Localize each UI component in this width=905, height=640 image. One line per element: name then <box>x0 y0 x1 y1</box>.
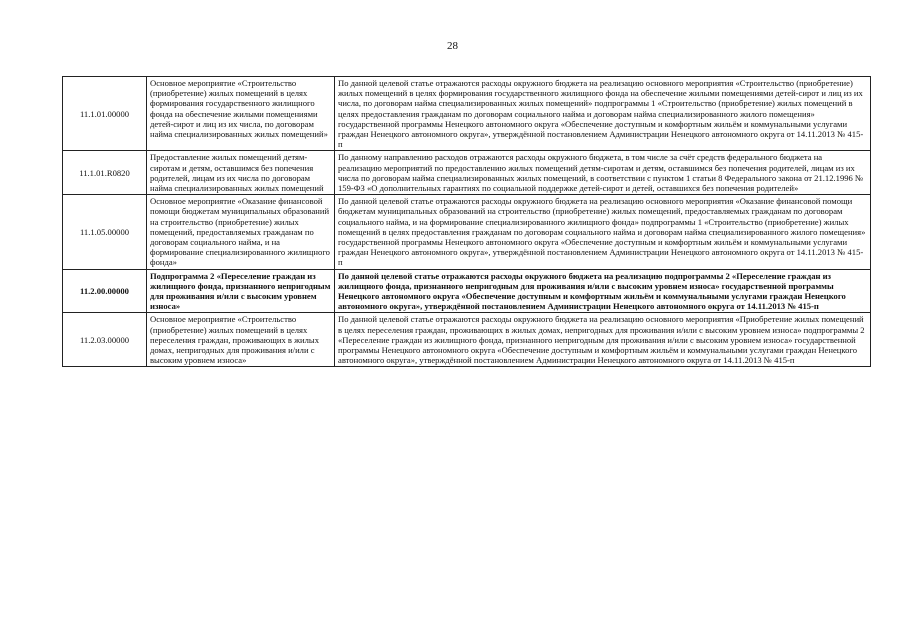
target-article-name: Предоставление жилых помещений детям-сиротам и детям, оставшимся без попечения родителей, лицам из их числа по договорам найма специализированных жилых помещений <box>147 151 335 195</box>
target-article-name: Основное мероприятие «Строительство (приобретение) жилых помещений в целях формирования государственного жилищного фонда на обеспечение жилыми помещениями детей-сирот и лиц из их числа, по договорам найма специализированных жилых помещений» <box>147 77 335 151</box>
target-article-name: Основное мероприятие «Строительство (приобретение) жилых помещений в целях переселения граждан, проживающих в жилых домах, непригодных для проживания и/или с высоким уровнем износа» <box>147 313 335 367</box>
target-article-name: Основное мероприятие «Оказание финансовой помощи бюджетам муниципальных образований на строительство (приобретение) жилых помещений, предоставляемых гражданам по договорам социального найма, и на формирование специализированного жилищного фонда» <box>147 195 335 269</box>
target-article-description: По данной целевой статье отражаются расходы окружного бюджета на реализацию основного мероприятия «Строительство (приобретение) жилых помещений в целях формирования государственного жилищного фонда на обеспечение жилыми помещениями детей-сирот и лиц из их числа, по договорам найма специализированных жилых помещений» подпрограммы 1 «Строительство (приобретение) жилых помещений в целях предоставления гражданам по договорам социального найма и договорам найма специализированного жилого помещения» государственной программы Ненецкого автономного округа «Обеспечение доступным и комфортным жильём и коммунальными услугами граждан Ненецкого автономного округа», утверждённой постановлением Администрации Ненецкого автономного округа от 14.11.2013 № 415-п <box>335 77 871 151</box>
target-article-description: По данной целевой статье отражаются расходы окружного бюджета на реализацию основного мероприятия «Приобретение жилых помещений в целях переселения граждан, проживающих в жилых домах, непригодных для проживания и/или с высоким уровнем износа» подпрограммы 2 «Переселение граждан из жилищного фонда, признанного непригодным для проживания и/или с высоким уровнем износа» государственной программы Ненецкого автономного округа «Обеспечение доступным и комфортным жильём и коммунальными услугами граждан Ненецкого автономного округа», утверждённой постановлением Администрации Ненецкого автономного округа от 14.11.2013 № 415-п <box>335 313 871 367</box>
target-article-description: По данному направлению расходов отражаются расходы окружного бюджета, в том числе за счёт средств федерального бюджета на реализацию мероприятий по предоставлению жилых помещений детям-сиротам и детям, оставшимся без попечения родителей, лицам из их числа по договорам найма специализированных жилых помещений, в соответствии с пунктом 1 статьи 8 Федерального закона от 21.12.1996 № 159-ФЗ «О дополнительных гарантиях по социальной поддержке детей-сирот и детей, оставшихся без попечения родителей» <box>335 151 871 195</box>
target-article-name: Подпрограмма 2 «Переселение граждан из жилищного фонда, признанного непригодным для проживания и/или с высоким уровнем износа» <box>147 269 335 313</box>
table-row <box>63 77 871 151</box>
target-article-code: 11.2.03.00000 <box>63 313 147 367</box>
target-article-code: 11.2.00.00000 <box>63 269 147 313</box>
table-row <box>63 151 871 195</box>
target-article-code: 11.1.01.R0820 <box>63 151 147 195</box>
target-article-code: 11.1.01.00000 <box>63 77 147 151</box>
table-row <box>63 195 871 269</box>
target-article-description: По данной целевой статье отражаются расходы окружного бюджета на реализацию основного мероприятия «Оказание финансовой помощи бюджетам муниципальных образований на строительство (приобретение) жилых помещений, предоставляемых гражданам по договорам социального найма, и на формирование специализированного жилищного фонда» подпрограммы 1 «Строительство (приобретение) жилых помещений в целях предоставления гражданам по договорам социального найма и договорам найма специализированного жилого помещения» государственной программы Ненецкого автономного округа «Обеспечение доступным и комфортным жильём и коммунальными услугами граждан Ненецкого автономного округа», утверждённой постановлением Администрации Ненецкого автономного округа от 14.11.2013 № 415-п <box>335 195 871 269</box>
budget-classification-table <box>62 76 871 367</box>
table-row-subprogram <box>63 269 871 313</box>
table-row <box>63 313 871 367</box>
target-article-code: 11.1.05.00000 <box>63 195 147 269</box>
page-number: 28 <box>447 40 458 52</box>
target-article-description: По данной целевой статье отражаются расходы окружного бюджета на реализацию подпрограммы 2 «Переселение граждан из жилищного фонда, признанного непригодным для проживания и/или с высоким уровнем износа» государственной программы Ненецкого автономного округа «Обеспечение доступным и комфортным жильём и коммунальными услугами граждан Ненецкого автономного округа», утверждённой постановлением Администрации Ненецкого автономного округа от 14.11.2013 № 415-п <box>335 269 871 313</box>
